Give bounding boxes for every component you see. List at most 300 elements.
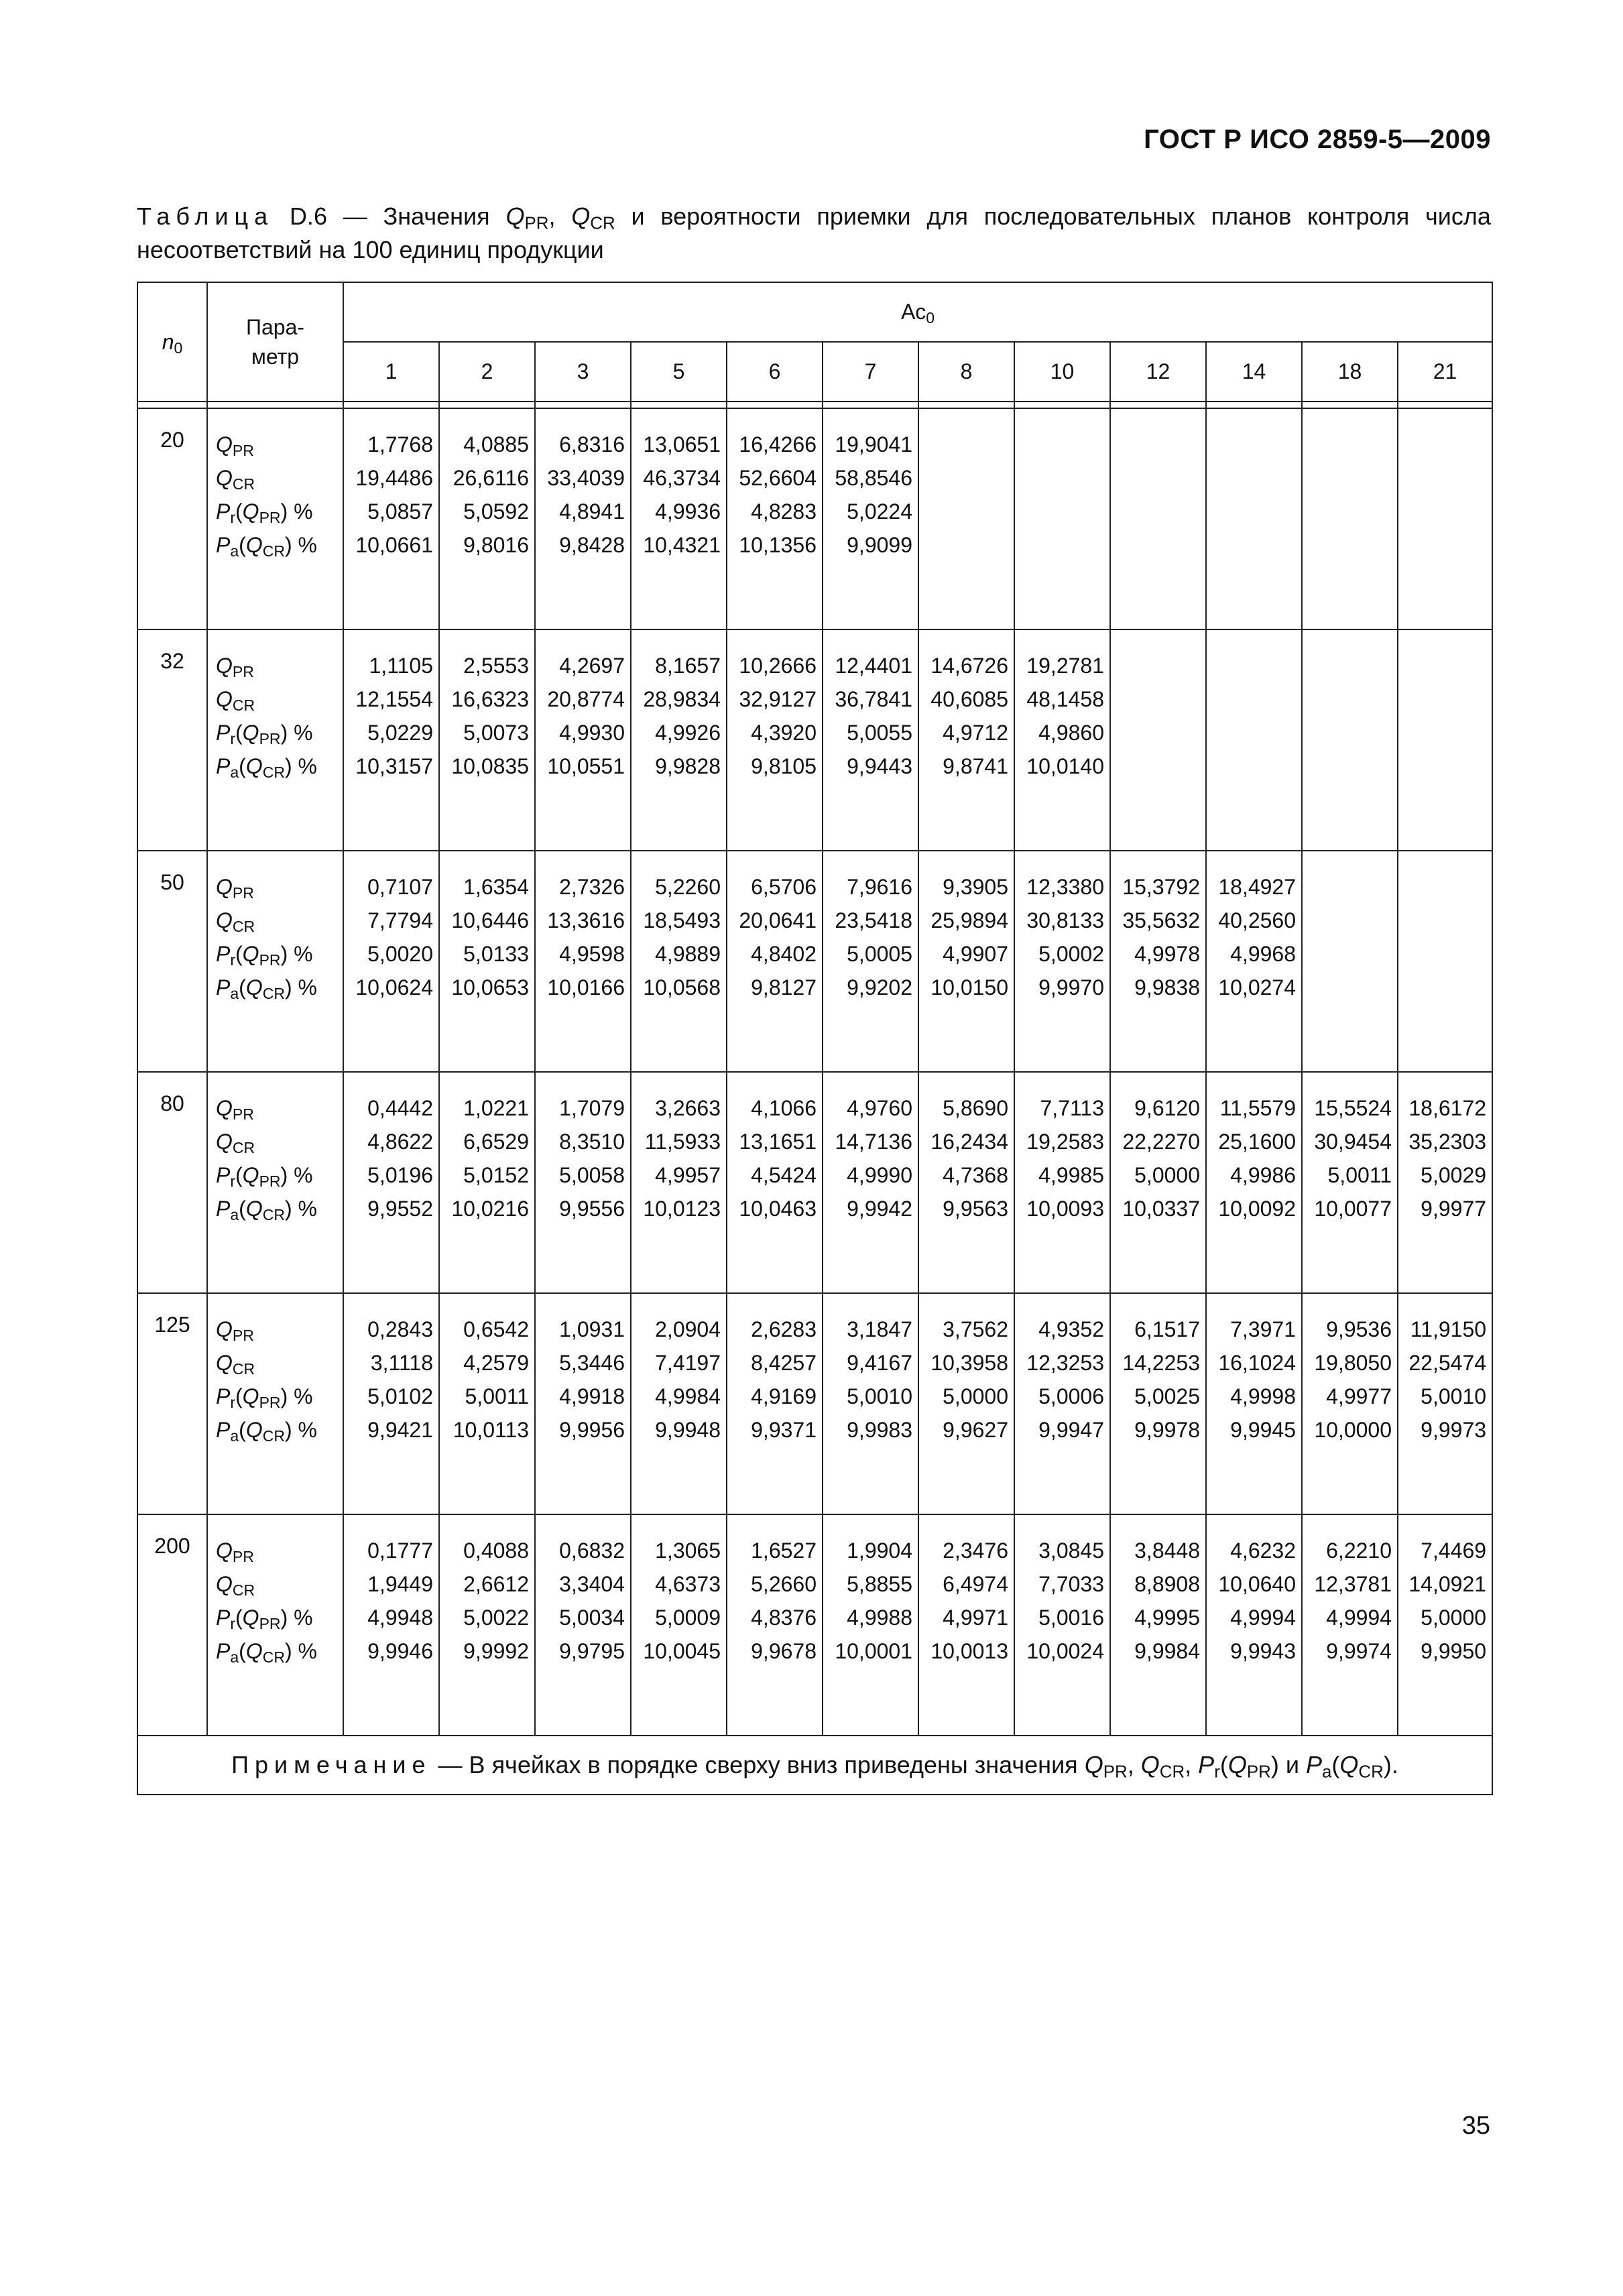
cell-value: 10,0551 bbox=[547, 754, 625, 778]
cell-value: 5,8855 bbox=[847, 1572, 912, 1596]
cell-value: 4,9957 bbox=[655, 1163, 721, 1187]
cell-value: 8,8908 bbox=[1134, 1572, 1200, 1596]
value-cell bbox=[631, 1514, 727, 1736]
value-cell bbox=[1398, 629, 1492, 851]
cell-value: 5,0592 bbox=[463, 499, 529, 524]
param-q-pr: $Q_{PR}$ bbox=[216, 875, 254, 902]
value-cell bbox=[918, 1293, 1014, 1514]
separator-cell bbox=[535, 402, 631, 408]
cell-value: 10,0624 bbox=[355, 975, 433, 1000]
cell-value: 6,4974 bbox=[943, 1572, 1008, 1596]
separator-cell bbox=[439, 402, 535, 408]
value-cell bbox=[1110, 1072, 1206, 1293]
value-cell bbox=[1398, 1293, 1492, 1514]
cell-value: 5,0857 bbox=[367, 499, 433, 524]
cell-value: 1,7079 bbox=[559, 1096, 625, 1120]
cell-value: 12,4401 bbox=[835, 654, 912, 678]
cell-value: 7,3971 bbox=[1230, 1317, 1296, 1341]
param-pr-qpr: $P_r(Q_{PR})$ % bbox=[216, 942, 313, 969]
cell-value: 5,0000 bbox=[943, 1384, 1008, 1408]
value-cell bbox=[631, 408, 727, 629]
value-cell bbox=[918, 1072, 1014, 1293]
cell-value: 12,3253 bbox=[1026, 1351, 1104, 1375]
cell-value: 9,9678 bbox=[751, 1639, 817, 1663]
param-q-cr: $Q_{CR}$ bbox=[216, 687, 255, 714]
param-pr-qpr: $P_r(Q_{PR})$ % bbox=[216, 1384, 313, 1411]
param-pa-qcr: $P_a(Q_{CR})$ % bbox=[216, 1639, 317, 1666]
cell-value: 6,1517 bbox=[1134, 1317, 1200, 1341]
cell-value: 5,8690 bbox=[943, 1096, 1008, 1120]
cell-value: 7,4197 bbox=[655, 1351, 721, 1375]
value-cell bbox=[439, 1514, 535, 1736]
cell-value: 5,0000 bbox=[1421, 1606, 1487, 1630]
parameter-cell bbox=[207, 629, 343, 851]
value-cell bbox=[343, 851, 439, 1072]
sampling-plan-table bbox=[137, 282, 1493, 1795]
cell-value: 11,5933 bbox=[644, 1130, 721, 1154]
cell-value: 10,0568 bbox=[643, 975, 721, 1000]
value-cell bbox=[1398, 1514, 1492, 1736]
value-cell bbox=[918, 1514, 1014, 1736]
cell-value: 4,6373 bbox=[655, 1572, 721, 1596]
cell-value: 32,9127 bbox=[739, 687, 817, 711]
value-cell bbox=[535, 1514, 631, 1736]
param-pa-qcr: $P_a(Q_{CR})$ % bbox=[216, 1197, 317, 1223]
cell-value: 19,2781 bbox=[1026, 654, 1104, 678]
cell-value: 9,9946 bbox=[367, 1639, 433, 1663]
value-cell bbox=[823, 1072, 918, 1293]
cell-value: 5,0011 bbox=[1327, 1163, 1392, 1187]
cell-value: 4,9990 bbox=[847, 1163, 912, 1187]
table-row bbox=[137, 408, 1492, 629]
cell-value: 5,0196 bbox=[367, 1163, 433, 1187]
cell-value: 12,1554 bbox=[355, 687, 433, 711]
cell-value: 19,9041 bbox=[835, 432, 912, 457]
cell-value: 4,9352 bbox=[1038, 1317, 1104, 1341]
value-cell bbox=[631, 1293, 727, 1514]
cell-value: 4,3920 bbox=[751, 721, 817, 745]
value-cell bbox=[727, 408, 823, 629]
cell-value: 4,9936 bbox=[655, 499, 721, 524]
value-cell bbox=[1206, 629, 1302, 851]
value-cell bbox=[727, 629, 823, 851]
cell-value: 10,3157 bbox=[355, 754, 433, 778]
cell-value: 9,8428 bbox=[559, 533, 625, 557]
cell-value: 16,2434 bbox=[930, 1130, 1008, 1154]
table-row bbox=[137, 1072, 1492, 1293]
parameter-cell bbox=[207, 851, 343, 1072]
value-cell bbox=[631, 629, 727, 851]
cell-value: 13,3616 bbox=[547, 908, 625, 932]
cell-value: 4,9971 bbox=[943, 1606, 1008, 1630]
cell-value: 10,0013 bbox=[930, 1639, 1008, 1663]
cell-value: 16,1024 bbox=[1218, 1351, 1296, 1375]
cell-value: 14,2253 bbox=[1122, 1351, 1200, 1375]
cell-value: 6,6529 bbox=[463, 1130, 529, 1154]
caption-label: Таблица bbox=[137, 202, 274, 230]
value-cell bbox=[343, 1293, 439, 1514]
cell-value: 16,4266 bbox=[739, 432, 817, 457]
cell-value: 1,0931 bbox=[559, 1317, 625, 1341]
cell-value: 10,0661 bbox=[355, 533, 433, 557]
param-q-cr: $Q_{CR}$ bbox=[216, 1572, 255, 1599]
cell-value: 4,6232 bbox=[1230, 1538, 1296, 1563]
value-cell bbox=[1110, 1293, 1206, 1514]
cell-value: 7,7113 bbox=[1040, 1096, 1104, 1120]
sampling-plan-table-container bbox=[137, 282, 1491, 1782]
value-cell bbox=[1110, 1514, 1206, 1736]
cell-value: 22,2270 bbox=[1122, 1130, 1200, 1154]
cell-value: 8,4257 bbox=[751, 1351, 817, 1375]
table-note: Примечание — В ячейках в порядке сверху вниз приведены значения $Q_{PR}$, $Q_{CR}$, $P_r(Q_{PR})$ и $P_a(Q_{CR})$. bbox=[137, 1736, 1492, 1795]
cell-value: 14,6726 bbox=[930, 654, 1008, 678]
cell-value: 1,9904 bbox=[847, 1538, 912, 1563]
cell-value: 15,3792 bbox=[1122, 875, 1200, 899]
cell-value: 4,8622 bbox=[367, 1130, 433, 1154]
cell-value: 18,4927 bbox=[1218, 875, 1296, 899]
cell-value: 4,0885 bbox=[463, 432, 529, 457]
value-cell bbox=[1014, 851, 1110, 1072]
cell-value: 1,6527 bbox=[751, 1538, 817, 1563]
cell-value: 5,0102 bbox=[367, 1384, 433, 1408]
ac0-column-header: 7 bbox=[823, 342, 918, 402]
cell-value: 26,6116 bbox=[453, 466, 529, 490]
cell-value: 5,0034 bbox=[559, 1606, 625, 1630]
value-cell bbox=[918, 629, 1014, 851]
value-cell bbox=[1110, 629, 1206, 851]
cell-value: 4,9760 bbox=[847, 1096, 912, 1120]
cell-value: 0,4088 bbox=[463, 1538, 529, 1563]
param-q-pr: $Q_{PR}$ bbox=[216, 654, 254, 680]
cell-value: 23,5418 bbox=[835, 908, 912, 932]
ac0-column-header: 2 bbox=[439, 342, 535, 402]
separator-cell bbox=[727, 402, 823, 408]
cell-value: 0,6832 bbox=[559, 1538, 625, 1563]
n0-cell: 80 bbox=[137, 1072, 207, 1293]
cell-value: 13,1651 bbox=[739, 1130, 817, 1154]
n0-column-header: $n_0$ bbox=[137, 282, 207, 402]
cell-value: 5,0005 bbox=[847, 942, 912, 966]
value-cell bbox=[535, 1072, 631, 1293]
cell-value: 9,8105 bbox=[751, 754, 817, 778]
cell-value: 9,9945 bbox=[1230, 1418, 1296, 1442]
cell-value: 10,4321 bbox=[643, 533, 721, 557]
ac0-column-header: 10 bbox=[1014, 342, 1110, 402]
cell-value: 10,0463 bbox=[739, 1197, 817, 1221]
value-cell bbox=[631, 1072, 727, 1293]
cell-value: 4,8402 bbox=[751, 942, 817, 966]
value-cell bbox=[439, 408, 535, 629]
cell-value: 9,3905 bbox=[943, 875, 1008, 899]
cell-value: 4,9860 bbox=[1038, 721, 1104, 745]
value-cell bbox=[727, 1514, 823, 1736]
cell-value: 0,1777 bbox=[367, 1538, 433, 1563]
cell-value: 10,0024 bbox=[1026, 1639, 1104, 1663]
cell-value: 6,8316 bbox=[559, 432, 625, 457]
value-cell bbox=[439, 1293, 535, 1514]
cell-value: 0,4442 bbox=[367, 1096, 433, 1120]
cell-value: 2,6612 bbox=[463, 1572, 529, 1596]
cell-value: 1,3065 bbox=[655, 1538, 721, 1563]
cell-value: 2,7326 bbox=[559, 875, 625, 899]
cell-value: 9,9552 bbox=[367, 1197, 433, 1221]
cell-value: 3,3404 bbox=[559, 1572, 625, 1596]
cell-value: 4,9712 bbox=[943, 721, 1008, 745]
cell-value: 4,9984 bbox=[655, 1384, 721, 1408]
cell-value: 5,0006 bbox=[1038, 1384, 1104, 1408]
cell-value: 5,0011 bbox=[465, 1384, 529, 1408]
document-header: ГОСТ Р ИСО 2859-5—2009 bbox=[1144, 125, 1491, 154]
value-cell bbox=[1014, 408, 1110, 629]
cell-value: 5,0133 bbox=[463, 942, 529, 966]
cell-value: 10,0001 bbox=[835, 1639, 912, 1663]
cell-value: 52,6604 bbox=[739, 466, 817, 490]
cell-value: 9,9828 bbox=[655, 754, 721, 778]
value-cell bbox=[1302, 408, 1398, 629]
cell-value: 40,6085 bbox=[930, 687, 1008, 711]
cell-value: 25,1600 bbox=[1218, 1130, 1296, 1154]
ac0-column-header: 1 bbox=[343, 342, 439, 402]
cell-value: 4,9918 bbox=[559, 1384, 625, 1408]
cell-value: 20,0641 bbox=[739, 908, 817, 932]
separator-cell bbox=[1206, 402, 1302, 408]
cell-value: 9,9948 bbox=[655, 1418, 721, 1442]
cell-value: 9,9099 bbox=[847, 533, 912, 557]
cell-value: 10,0150 bbox=[930, 975, 1008, 1000]
param-pa-qcr: $P_a(Q_{CR})$ % bbox=[216, 975, 317, 1002]
cell-value: 9,9202 bbox=[847, 975, 912, 1000]
cell-value: 4,9995 bbox=[1134, 1606, 1200, 1630]
cell-value: 5,0002 bbox=[1038, 942, 1104, 966]
parameter-cell bbox=[207, 1514, 343, 1736]
cell-value: 9,9973 bbox=[1421, 1418, 1487, 1442]
cell-value: 7,7033 bbox=[1038, 1572, 1104, 1596]
cell-value: 2,3476 bbox=[943, 1538, 1008, 1563]
value-cell bbox=[343, 1072, 439, 1293]
cell-value: 9,9983 bbox=[847, 1418, 912, 1442]
cell-value: 0,2843 bbox=[367, 1317, 433, 1341]
cell-value: 1,1105 bbox=[369, 654, 433, 678]
cell-value: 10,0640 bbox=[1218, 1572, 1296, 1596]
param-q-cr: $Q_{CR}$ bbox=[216, 908, 255, 935]
cell-value: 5,0229 bbox=[367, 721, 433, 745]
separator-cell bbox=[1014, 402, 1110, 408]
cell-value: 4,9985 bbox=[1038, 1163, 1104, 1187]
value-cell bbox=[1014, 1072, 1110, 1293]
ac0-column-header: 8 bbox=[918, 342, 1014, 402]
cell-value: 9,8741 bbox=[943, 754, 1008, 778]
value-cell bbox=[535, 1293, 631, 1514]
cell-value: 14,0921 bbox=[1408, 1572, 1487, 1596]
cell-value: 4,9988 bbox=[847, 1606, 912, 1630]
note-label: Примечание bbox=[231, 1751, 432, 1778]
cell-value: 7,7794 bbox=[367, 908, 433, 932]
value-cell bbox=[343, 1514, 439, 1736]
cell-value: 2,5553 bbox=[463, 654, 529, 678]
separator-cell bbox=[1398, 402, 1492, 408]
parameter-cell bbox=[207, 1072, 343, 1293]
cell-value: 8,3510 bbox=[559, 1130, 625, 1154]
parameter-cell bbox=[207, 408, 343, 629]
cell-value: 20,8774 bbox=[547, 687, 625, 711]
value-cell bbox=[439, 851, 535, 1072]
cell-value: 5,0000 bbox=[1134, 1163, 1200, 1187]
cell-value: 4,9948 bbox=[367, 1606, 433, 1630]
cell-value: 9,9943 bbox=[1230, 1639, 1296, 1663]
param-pr-qpr: $P_r(Q_{PR})$ % bbox=[216, 1606, 313, 1632]
cell-value: 10,0092 bbox=[1218, 1197, 1296, 1221]
cell-value: 33,4039 bbox=[547, 466, 625, 490]
cell-value: 9,9421 bbox=[367, 1418, 433, 1442]
cell-value: 18,6172 bbox=[1408, 1096, 1487, 1120]
cell-value: 25,9894 bbox=[930, 908, 1008, 932]
cell-value: 9,9956 bbox=[559, 1418, 625, 1442]
cell-value: 9,9563 bbox=[943, 1197, 1008, 1221]
cell-value: 18,5493 bbox=[643, 908, 721, 932]
ac0-column-header: 6 bbox=[727, 342, 823, 402]
cell-value: 9,9536 bbox=[1326, 1317, 1392, 1341]
cell-value: 5,0055 bbox=[847, 721, 912, 745]
param-q-pr: $Q_{PR}$ bbox=[216, 1317, 254, 1344]
cell-value: 3,2663 bbox=[655, 1096, 721, 1120]
cell-value: 4,8283 bbox=[751, 499, 817, 524]
cell-value: 5,0029 bbox=[1421, 1163, 1487, 1187]
ac0-column-header: 5 bbox=[631, 342, 727, 402]
param-q-pr: $Q_{PR}$ bbox=[216, 432, 254, 459]
value-cell bbox=[1398, 851, 1492, 1072]
value-cell bbox=[1014, 629, 1110, 851]
table-body bbox=[137, 402, 1492, 1795]
cell-value: 46,3734 bbox=[643, 466, 721, 490]
cell-value: 10,0045 bbox=[643, 1639, 721, 1663]
cell-value: 13,0651 bbox=[643, 432, 721, 457]
cell-value: 0,6542 bbox=[463, 1317, 529, 1341]
n0-cell: 32 bbox=[137, 629, 207, 851]
cell-value: 35,2303 bbox=[1408, 1130, 1487, 1154]
cell-value: 1,0221 bbox=[463, 1096, 529, 1120]
n0-cell: 20 bbox=[137, 408, 207, 629]
table-row bbox=[137, 1514, 1492, 1736]
value-cell bbox=[439, 1072, 535, 1293]
value-cell bbox=[1206, 1072, 1302, 1293]
cell-value: 1,9449 bbox=[367, 1572, 433, 1596]
cell-value: 3,0845 bbox=[1038, 1538, 1104, 1563]
cell-value: 9,9627 bbox=[943, 1418, 1008, 1442]
caption-q-cr: Q bbox=[571, 202, 591, 230]
cell-value: 4,9986 bbox=[1230, 1163, 1296, 1187]
cell-value: 5,0224 bbox=[847, 499, 912, 524]
param-pr-qpr: $P_r(Q_{PR})$ % bbox=[216, 1163, 313, 1190]
cell-value: 10,0140 bbox=[1026, 754, 1104, 778]
cell-value: 10,0093 bbox=[1026, 1197, 1104, 1221]
cell-value: 9,6120 bbox=[1134, 1096, 1200, 1120]
cell-value: 10,1356 bbox=[739, 533, 817, 557]
cell-value: 4,9968 bbox=[1230, 942, 1296, 966]
param-q-pr: $Q_{PR}$ bbox=[216, 1096, 254, 1123]
cell-value: 4,9169 bbox=[751, 1384, 817, 1408]
param-pa-qcr: $P_a(Q_{CR})$ % bbox=[216, 1418, 317, 1445]
cell-value: 5,0073 bbox=[463, 721, 529, 745]
cell-value: 5,0009 bbox=[655, 1606, 721, 1630]
separator-row bbox=[137, 402, 1492, 408]
cell-value: 12,3380 bbox=[1026, 875, 1104, 899]
cell-value: 22,5474 bbox=[1408, 1351, 1487, 1375]
cell-value: 4,9907 bbox=[943, 942, 1008, 966]
value-cell bbox=[823, 1293, 918, 1514]
value-cell bbox=[535, 408, 631, 629]
value-cell bbox=[1302, 629, 1398, 851]
cell-value: 11,9150 bbox=[1410, 1317, 1487, 1341]
cell-value: 10,0077 bbox=[1314, 1197, 1392, 1221]
value-cell bbox=[1110, 408, 1206, 629]
param-pr-qpr: $P_r(Q_{PR})$ % bbox=[216, 721, 313, 747]
param-pa-qcr: $P_a(Q_{CR})$ % bbox=[216, 754, 317, 781]
value-cell bbox=[1302, 1072, 1398, 1293]
table-row bbox=[137, 629, 1492, 851]
value-cell bbox=[535, 851, 631, 1072]
value-cell bbox=[823, 629, 918, 851]
value-cell bbox=[1398, 1072, 1492, 1293]
cell-value: 9,9978 bbox=[1134, 1418, 1200, 1442]
cell-value: 10,0000 bbox=[1314, 1418, 1392, 1442]
cell-value: 9,9947 bbox=[1038, 1418, 1104, 1442]
parameter-column-header: Пара- метр bbox=[207, 282, 343, 402]
value-cell bbox=[1206, 851, 1302, 1072]
param-pr-qpr: $P_r(Q_{PR})$ % bbox=[216, 499, 313, 526]
ac0-column-header: 3 bbox=[535, 342, 631, 402]
cell-value: 10,0216 bbox=[451, 1197, 529, 1221]
caption-text-after: и вероятности приемки для последовательных планов контроля числа несоответствий на 100 единиц продукции bbox=[137, 202, 1491, 263]
cell-value: 10,0274 bbox=[1218, 975, 1296, 1000]
cell-value: 10,0653 bbox=[451, 975, 529, 1000]
cell-value: 19,8050 bbox=[1314, 1351, 1392, 1375]
cell-value: 4,9994 bbox=[1230, 1606, 1296, 1630]
cell-value: 4,2697 bbox=[559, 654, 625, 678]
separator-cell bbox=[137, 402, 207, 408]
cell-value: 10,6446 bbox=[451, 908, 529, 932]
cell-value: 9,9950 bbox=[1421, 1639, 1487, 1663]
cell-value: 10,0113 bbox=[453, 1418, 529, 1442]
page-number: 35 bbox=[1461, 2112, 1490, 2140]
cell-value: 5,0058 bbox=[559, 1163, 625, 1187]
cell-value: 4,9977 bbox=[1326, 1384, 1392, 1408]
cell-value: 9,9838 bbox=[1134, 975, 1200, 1000]
param-q-cr: $Q_{CR}$ bbox=[216, 1130, 255, 1156]
cell-value: 5,2260 bbox=[655, 875, 721, 899]
parameter-cell bbox=[207, 1293, 343, 1514]
cell-value: 16,6323 bbox=[451, 687, 529, 711]
cell-value: 3,8448 bbox=[1134, 1538, 1200, 1563]
value-cell bbox=[1206, 1293, 1302, 1514]
cell-value: 1,7768 bbox=[367, 432, 433, 457]
cell-value: 10,0166 bbox=[547, 975, 625, 1000]
cell-value: 9,8016 bbox=[463, 533, 529, 557]
cell-value: 1,6354 bbox=[463, 875, 529, 899]
value-cell bbox=[1302, 1514, 1398, 1736]
value-cell bbox=[1014, 1514, 1110, 1736]
cell-value: 28,9834 bbox=[643, 687, 721, 711]
cell-value: 58,8546 bbox=[835, 466, 912, 490]
cell-value: 5,0010 bbox=[847, 1384, 912, 1408]
value-cell bbox=[439, 629, 535, 851]
value-cell bbox=[727, 851, 823, 1072]
cell-value: 7,4469 bbox=[1421, 1538, 1487, 1563]
cell-value: 9,9970 bbox=[1038, 975, 1104, 1000]
cell-value: 4,9889 bbox=[655, 942, 721, 966]
n0-cell: 200 bbox=[137, 1514, 207, 1736]
cell-value: 4,9998 bbox=[1230, 1384, 1296, 1408]
cell-value: 9,9556 bbox=[559, 1197, 625, 1221]
